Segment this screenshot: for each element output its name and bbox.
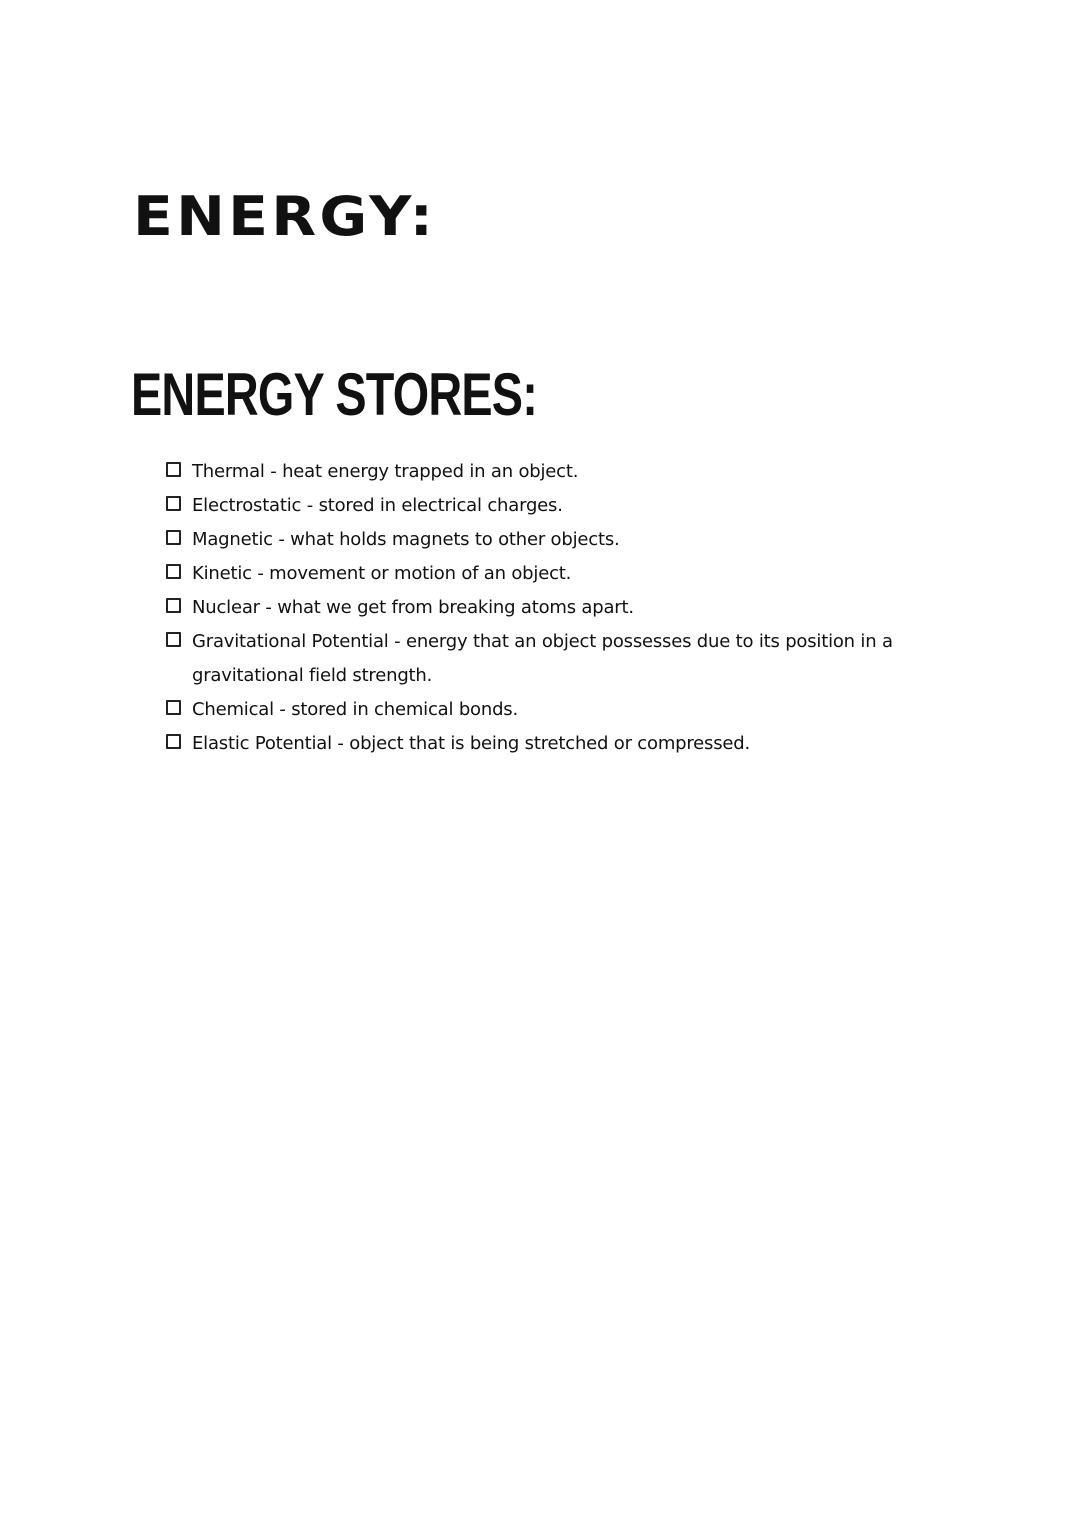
checklist-item-nuclear [166, 591, 956, 625]
checkbox-icon[interactable] [166, 632, 181, 647]
page-title: ENERGY: [133, 185, 437, 248]
checkbox-icon[interactable] [166, 530, 181, 545]
checkbox-icon[interactable] [166, 564, 181, 579]
checklist-item-text: Magnetic - what holds magnets to other objects. [192, 529, 620, 550]
checklist-item-electrostatic [166, 489, 956, 523]
checklist-item-text: Nuclear - what we get from breaking atoms apart. [192, 597, 634, 618]
checklist-item-thermal [166, 455, 956, 489]
checklist-item-text: Thermal - heat energy trapped in an object. [192, 461, 579, 482]
checkbox-icon[interactable] [166, 598, 181, 613]
checklist-item-chemical [166, 693, 956, 727]
checklist-item-magnetic [166, 523, 956, 557]
checklist-item-text: Elastic Potential - object that is being stretched or compressed. [192, 733, 751, 754]
checklist-item-gravitational-potential [166, 625, 956, 693]
checkbox-icon[interactable] [166, 496, 181, 511]
checkbox-icon[interactable] [166, 462, 181, 477]
section-title-energy-stores: ENERGY STORES: [131, 361, 538, 428]
checklist-item-text: Gravitational Potential - energy that an object possesses due to its position in a gravitational field strength. [192, 631, 893, 686]
checklist-item-elastic-potential [166, 727, 956, 761]
checkbox-icon[interactable] [166, 700, 181, 715]
checklist-item-text: Kinetic - movement or motion of an object. [192, 563, 572, 584]
checklist-item-text: Electrostatic - stored in electrical charges. [192, 495, 563, 516]
energy-stores-checklist [166, 455, 956, 761]
checklist-item-kinetic [166, 557, 956, 591]
checklist-item-text: Chemical - stored in chemical bonds. [192, 699, 518, 720]
checkbox-icon[interactable] [166, 734, 181, 749]
